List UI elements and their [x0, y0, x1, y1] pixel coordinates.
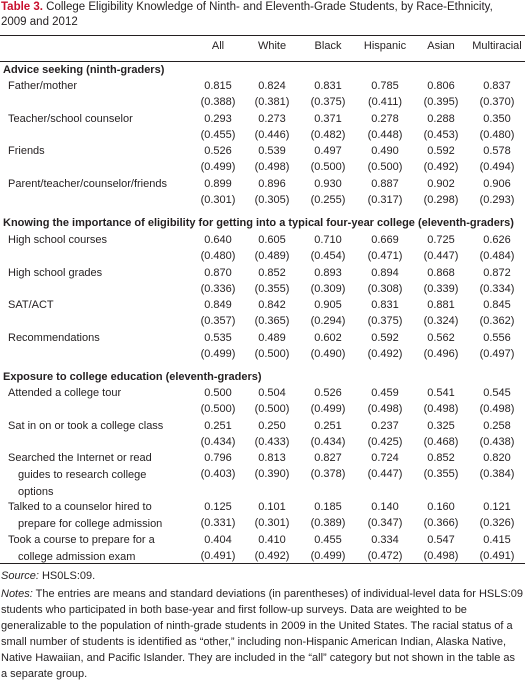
sd-cell: (0.490): [310, 348, 346, 360]
mean-cell: 0.796: [204, 452, 232, 464]
sd-cell: (0.395): [423, 96, 459, 108]
mean-cell: 0.906: [483, 178, 511, 190]
sd-cell: (0.334): [479, 283, 515, 295]
sd-cell: (0.471): [367, 250, 403, 262]
mean-cell: 0.710: [314, 234, 342, 246]
mean-cell: 0.455: [314, 534, 342, 546]
sd-cell: (0.390): [254, 468, 290, 480]
mean-cell: 0.837: [483, 80, 511, 92]
top-rule: [0, 35, 525, 36]
row-label: [8, 532, 188, 566]
sd-cell: (0.468): [423, 436, 459, 448]
section-heading: Advice seeking (ninth-graders): [3, 64, 165, 76]
row-label-line: High school grades: [8, 267, 103, 279]
row-label-line: Sat in on or took a college class: [8, 420, 164, 432]
sd-cell: (0.498): [367, 403, 403, 415]
mean-cell: 0.251: [204, 420, 232, 432]
notes-label: Notes:: [1, 588, 33, 600]
sd-cell: (0.434): [310, 436, 346, 448]
sd-cell: (0.425): [367, 436, 403, 448]
bottom-rule: [0, 563, 525, 564]
row-label: [8, 418, 188, 435]
mean-cell: 0.725: [427, 234, 455, 246]
row-label: [8, 176, 188, 193]
sd-cell: (0.492): [367, 348, 403, 360]
mean-cell: 0.556: [483, 332, 511, 344]
sd-cell: (0.500): [254, 348, 290, 360]
sd-cell: (0.355): [423, 468, 459, 480]
mean-cell: 0.101: [258, 501, 286, 513]
row-label: [8, 111, 188, 128]
sd-cell: (0.384): [479, 468, 515, 480]
mean-cell: 0.905: [314, 299, 342, 311]
mean-cell: 0.547: [427, 534, 455, 546]
mean-cell: 0.121: [483, 501, 511, 513]
sd-cell: (0.492): [423, 161, 459, 173]
mean-cell: 0.371: [314, 113, 342, 125]
mean-cell: 0.539: [258, 145, 286, 157]
sd-cell: (0.301): [254, 517, 290, 529]
sd-cell: (0.326): [479, 517, 515, 529]
mean-cell: 0.497: [314, 145, 342, 157]
sd-cell: (0.491): [200, 550, 236, 562]
row-label-line: Searched the Internet or read: [8, 452, 152, 464]
mean-cell: 0.930: [314, 178, 342, 190]
sd-cell: (0.375): [367, 315, 403, 327]
sd-cell: (0.366): [423, 517, 459, 529]
sd-cell: (0.336): [200, 283, 236, 295]
row-label: [8, 143, 188, 160]
sd-cell: (0.447): [367, 468, 403, 480]
mean-cell: 0.852: [258, 267, 286, 279]
mean-cell: 0.489: [258, 332, 286, 344]
row-label-line: Friends: [8, 145, 45, 157]
mean-cell: 0.273: [258, 113, 286, 125]
row-label-line: Took a course to prepare for a: [8, 534, 155, 546]
sd-cell: (0.305): [254, 194, 290, 206]
sd-cell: (0.293): [479, 194, 515, 206]
sd-cell: (0.491): [479, 550, 515, 562]
mean-cell: 0.288: [427, 113, 455, 125]
sd-cell: (0.378): [310, 468, 346, 480]
sd-cell: (0.389): [310, 517, 346, 529]
notes-text: The entries are means and standard deviations (in parentheses) of individual-level data for HSLS:09 students who participated in both base-year and first follow-up surveys. Data are weighted to be generalizable to the population of ninth-grade students in 2009 in the United States. The racial status of a small number of students is identified as “other,” including non-Hispanic American Indian, Alaska Native, Native Hawaiian, and Pacific Islander. They are included in the “all” category but not shown in the table as a separate group.: [1, 588, 523, 680]
sd-cell: (0.331): [200, 517, 236, 529]
mean-cell: 0.831: [314, 80, 342, 92]
sd-cell: (0.301): [200, 194, 236, 206]
column-header: All: [211, 40, 225, 52]
mean-cell: 0.831: [371, 299, 399, 311]
mean-cell: 0.459: [371, 387, 399, 399]
row-label-line: guides to research college: [18, 469, 147, 481]
row-label-line: High school courses: [8, 234, 108, 246]
column-header: Black: [314, 40, 342, 52]
sd-cell: (0.500): [310, 161, 346, 173]
table-title: College Eligibility Knowledge of Ninth- and Eleventh-Grade Students, by Race-Ethnicity, 2009 and 2012: [1, 1, 493, 28]
mean-cell: 0.325: [427, 420, 455, 432]
sd-cell: (0.484): [479, 250, 515, 262]
table-number: Table 3.: [1, 1, 43, 13]
mean-cell: 0.887: [371, 178, 399, 190]
mean-cell: 0.899: [204, 178, 232, 190]
sd-cell: (0.447): [423, 250, 459, 262]
row-label: [8, 232, 188, 249]
column-header: Asian: [427, 40, 455, 52]
source-note: [1, 568, 523, 584]
mean-cell: 0.605: [258, 234, 286, 246]
row-label-line: Parent/teacher/counselor/friends: [8, 178, 167, 190]
row-label-line: Talked to a counselor hired to: [8, 501, 152, 513]
mean-cell: 0.813: [258, 452, 286, 464]
sd-cell: (0.355): [254, 283, 290, 295]
sd-cell: (0.448): [367, 129, 403, 141]
row-label-line: Recommendations: [8, 332, 100, 344]
sd-cell: (0.499): [200, 161, 236, 173]
mean-cell: 0.545: [483, 387, 511, 399]
mean-cell: 0.140: [371, 501, 399, 513]
mean-cell: 0.125: [204, 501, 232, 513]
sd-cell: (0.492): [254, 550, 290, 562]
column-header: Hispanic: [363, 40, 407, 52]
sd-cell: (0.324): [423, 315, 459, 327]
sd-cell: (0.455): [200, 129, 236, 141]
mean-cell: 0.541: [427, 387, 455, 399]
mean-cell: 0.404: [204, 534, 232, 546]
mean-cell: 0.562: [427, 332, 455, 344]
row-label-line: SAT/ACT: [8, 299, 54, 311]
row-label: [8, 78, 188, 95]
sd-cell: (0.362): [479, 315, 515, 327]
row-label-line: Father/mother: [8, 80, 78, 92]
mean-cell: 0.902: [427, 178, 455, 190]
section-heading: Exposure to college education (eleventh-graders): [3, 371, 262, 383]
sd-cell: (0.294): [310, 315, 346, 327]
mean-cell: 0.815: [204, 80, 232, 92]
mean-cell: 0.872: [483, 267, 511, 279]
sd-cell: (0.411): [367, 96, 403, 108]
sd-cell: (0.499): [310, 550, 346, 562]
row-label: [8, 499, 188, 533]
mean-cell: 0.490: [371, 145, 399, 157]
mean-cell: 0.785: [371, 80, 399, 92]
mean-cell: 0.334: [371, 534, 399, 546]
mean-cell: 0.504: [258, 387, 286, 399]
mean-cell: 0.893: [314, 267, 342, 279]
column-header: Multiracial: [472, 40, 522, 52]
sd-cell: (0.298): [423, 194, 459, 206]
sd-cell: (0.500): [367, 161, 403, 173]
sd-cell: (0.381): [254, 96, 290, 108]
column-header: White: [257, 40, 287, 52]
sd-cell: (0.500): [200, 403, 236, 415]
mean-cell: 0.894: [371, 267, 399, 279]
source-text: HS0LS:09.: [38, 570, 96, 582]
mean-cell: 0.410: [258, 534, 286, 546]
mean-cell: 0.415: [483, 534, 511, 546]
mean-cell: 0.578: [483, 145, 511, 157]
row-label: [8, 330, 188, 347]
sd-cell: (0.433): [254, 436, 290, 448]
mean-cell: 0.724: [371, 452, 399, 464]
row-label: [8, 385, 188, 402]
sd-cell: (0.434): [200, 436, 236, 448]
sd-cell: (0.494): [479, 161, 515, 173]
mean-cell: 0.258: [483, 420, 511, 432]
sd-cell: (0.370): [479, 96, 515, 108]
row-label-line: Teacher/school counselor: [8, 113, 133, 125]
mean-cell: 0.160: [427, 501, 455, 513]
sd-cell: (0.357): [200, 315, 236, 327]
mean-cell: 0.842: [258, 299, 286, 311]
mean-cell: 0.626: [483, 234, 511, 246]
row-label: [8, 450, 188, 501]
table-caption: [1, 0, 521, 30]
sd-cell: (0.498): [479, 403, 515, 415]
mean-cell: 0.500: [204, 387, 232, 399]
sd-cell: (0.499): [310, 403, 346, 415]
row-label-line: prepare for college admission: [18, 518, 163, 530]
sd-cell: (0.339): [423, 283, 459, 295]
mean-cell: 0.526: [204, 145, 232, 157]
mean-cell: 0.881: [427, 299, 455, 311]
section-heading: Knowing the importance of eligibility for getting into a typical four-year college (eleventh-graders): [3, 217, 514, 229]
mean-cell: 0.293: [204, 113, 232, 125]
mean-cell: 0.185: [314, 501, 342, 513]
sd-cell: (0.255): [310, 194, 346, 206]
mean-cell: 0.870: [204, 267, 232, 279]
sd-cell: (0.482): [310, 129, 346, 141]
row-label-line: college admission exam: [18, 551, 136, 563]
notes: [1, 586, 523, 682]
sd-cell: (0.500): [254, 403, 290, 415]
mean-cell: 0.251: [314, 420, 342, 432]
mean-cell: 0.820: [483, 452, 511, 464]
sd-cell: (0.375): [310, 96, 346, 108]
mean-cell: 0.592: [427, 145, 455, 157]
sd-cell: (0.497): [479, 348, 515, 360]
mean-cell: 0.350: [483, 113, 511, 125]
mean-cell: 0.669: [371, 234, 399, 246]
row-label: [8, 265, 188, 282]
sd-cell: (0.347): [367, 517, 403, 529]
sd-cell: (0.308): [367, 283, 403, 295]
mean-cell: 0.602: [314, 332, 342, 344]
sd-cell: (0.446): [254, 129, 290, 141]
sd-cell: (0.472): [367, 550, 403, 562]
sd-cell: (0.480): [200, 250, 236, 262]
sd-cell: (0.388): [200, 96, 236, 108]
mean-cell: 0.278: [371, 113, 399, 125]
mean-cell: 0.896: [258, 178, 286, 190]
sd-cell: (0.309): [310, 283, 346, 295]
sd-cell: (0.438): [479, 436, 515, 448]
mean-cell: 0.868: [427, 267, 455, 279]
row-label-line: options: [18, 486, 54, 498]
source-label: Source:: [1, 570, 39, 582]
mean-cell: 0.535: [204, 332, 232, 344]
mean-cell: 0.640: [204, 234, 232, 246]
row-label-line: Attended a college tour: [8, 387, 122, 399]
mean-cell: 0.827: [314, 452, 342, 464]
sd-cell: (0.453): [423, 129, 459, 141]
mean-cell: 0.806: [427, 80, 455, 92]
mean-cell: 0.237: [371, 420, 399, 432]
row-label: [8, 297, 188, 314]
sd-cell: (0.499): [200, 348, 236, 360]
sd-cell: (0.496): [423, 348, 459, 360]
sd-cell: (0.403): [200, 468, 236, 480]
mean-cell: 0.250: [258, 420, 286, 432]
sd-cell: (0.498): [254, 161, 290, 173]
mean-cell: 0.849: [204, 299, 232, 311]
sd-cell: (0.498): [423, 403, 459, 415]
mean-cell: 0.526: [314, 387, 342, 399]
sd-cell: (0.365): [254, 315, 290, 327]
sd-cell: (0.317): [367, 194, 403, 206]
mean-cell: 0.845: [483, 299, 511, 311]
sd-cell: (0.454): [310, 250, 346, 262]
mean-cell: 0.852: [427, 452, 455, 464]
sd-cell: (0.480): [479, 129, 515, 141]
sd-cell: (0.489): [254, 250, 290, 262]
sd-cell: (0.498): [423, 550, 459, 562]
mean-cell: 0.592: [371, 332, 399, 344]
mean-cell: 0.824: [258, 80, 286, 92]
